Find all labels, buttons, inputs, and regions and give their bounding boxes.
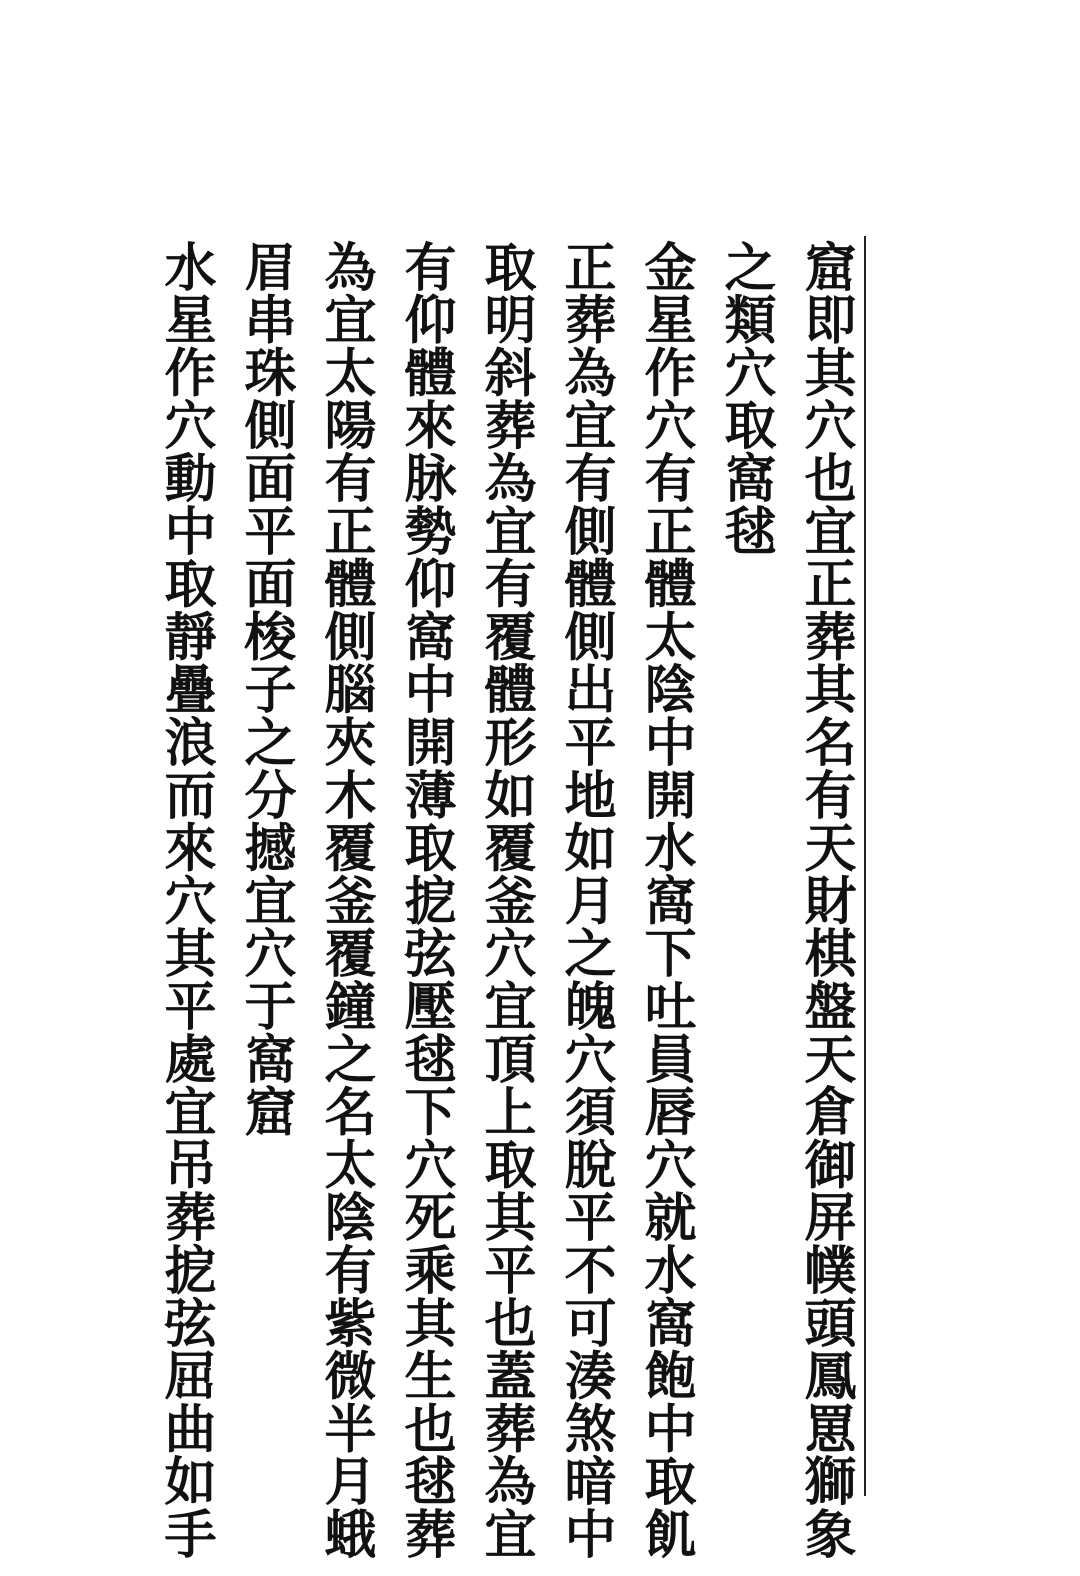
text-column — [550, 240, 630, 1560]
text-column — [790, 240, 870, 1560]
column-text: 取明斜葬為宜有覆體形如覆釜穴宜頂上取其平也蓋葬為宜 — [475, 240, 536, 1560]
text-column — [230, 240, 310, 1520]
text-columns — [150, 240, 870, 1560]
text-column — [470, 240, 550, 1560]
column-text: 金星作穴有正體太陰中開水窩下吐員唇穴就水窩飽中取飢 — [635, 240, 696, 1560]
text-column — [710, 240, 790, 1520]
column-text: 有仰體來脉勢仰窩中開薄取㧖弦壓毬下穴死乘其生也毬葬 — [395, 240, 456, 1560]
column-text: 為宜太陽有正體側腦夾木覆釜覆鐘之名太陰有紫微半月蛾 — [315, 240, 376, 1560]
column-text: 水星作穴動中取靜疊浪而來穴其平處宜吊葬㧖弦屈曲如手 — [155, 240, 216, 1560]
column-text: 正葬為宜有側體側出平地如月之魄穴須脫平不可湊煞暗中 — [555, 240, 616, 1560]
column-text: 窟即其穴也宜正葬其名有天財棋盤天倉御屏幞頭鳳罳獅象 — [795, 240, 856, 1560]
text-column — [310, 240, 390, 1560]
text-column — [150, 240, 230, 1560]
column-text: 之類穴取窩毬 — [715, 240, 776, 557]
text-column — [390, 240, 470, 1560]
column-text: 眉串珠側面平面梭子之分撼宜穴于窩窟 — [235, 240, 296, 1138]
text-column — [630, 240, 710, 1560]
